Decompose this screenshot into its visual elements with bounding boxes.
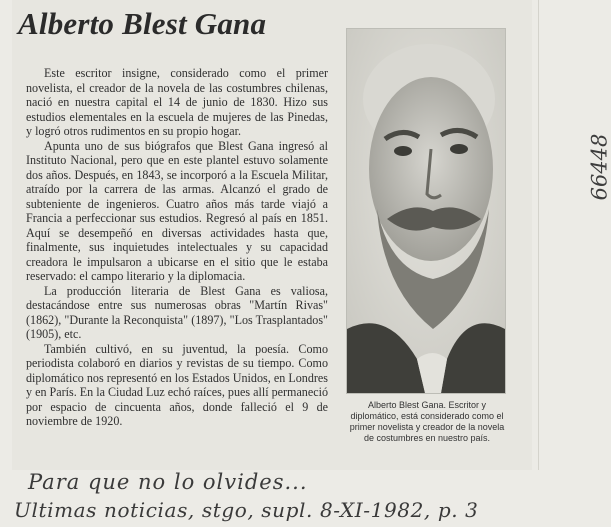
paragraph-3: La producción literaria de Blest Gana es valiosa, destacándose entre sus numerosas obras "Martín Rivas" (1862), "Durante la Reconquista" (1897), "Los Trasplantados" (1905), etc.	[26, 283, 328, 341]
margin-archive-number: 66448	[587, 133, 611, 201]
paragraph-1: Este escritor insigne, considerado como el primer novelista, el creador de la novela de las costumbres chilenas, nació en nuestra capital el 14 de junio de 1830. Hizo sus estudios elementales en la escuela de mujeres de las Pinedas, y logró otros rudimentos en su propio hogar.	[26, 66, 328, 138]
photo-caption: Alberto Blest Gana. Escritor y diplomático, está considerado como el primer novelista y creador de la novela de costumbres en nuestro país.	[349, 400, 505, 443]
paragraph-2: Apunta uno de sus biógrafos que Blest Gana ingresó al Instituto Nacional, pero que en este plantel estuvo solamente dos años. Después, en 1843, se incorporó a la Escuela Militar, atraído por la carrera de las armas. Alcanzó el grado de subteniente de ingenieros. Cuatro años más tarde viajó a Francia a perfeccionar sus estudios. Regresó al país en 1851. Aquí se desempeñó en diversas actividades hasta que, finalmente, sus inquietudes intelectuales y su capacidad creadora le impulsaron a ubicarse en el sitio que le estaba reservado: el campo literario y la diplomacia.	[26, 138, 328, 283]
article-title: Alberto Blest Gana	[18, 6, 267, 41]
portrait-photo	[346, 28, 506, 394]
portrait-illustration	[347, 29, 505, 393]
clipping-edge	[538, 0, 539, 470]
handwritten-note-2: Ultimas noticias, stgo, supl. 8-XI-1982, p. 3	[14, 498, 479, 522]
handwritten-note-1: Para que no lo olvides...	[28, 470, 308, 494]
paragraph-4: También cultivó, en su juventud, la poesía. Como periodista colaboró en diarios y revistas de su tiempo. Como diplomático nos representó en los Estados Unidos, en Londres y en París. En la Ciudad Luz echó raíces, pues allí permaneció por espacio de cincuenta años, donde falleció el 9 de noviembre de 1920.	[26, 341, 328, 428]
article-body	[26, 66, 328, 429]
